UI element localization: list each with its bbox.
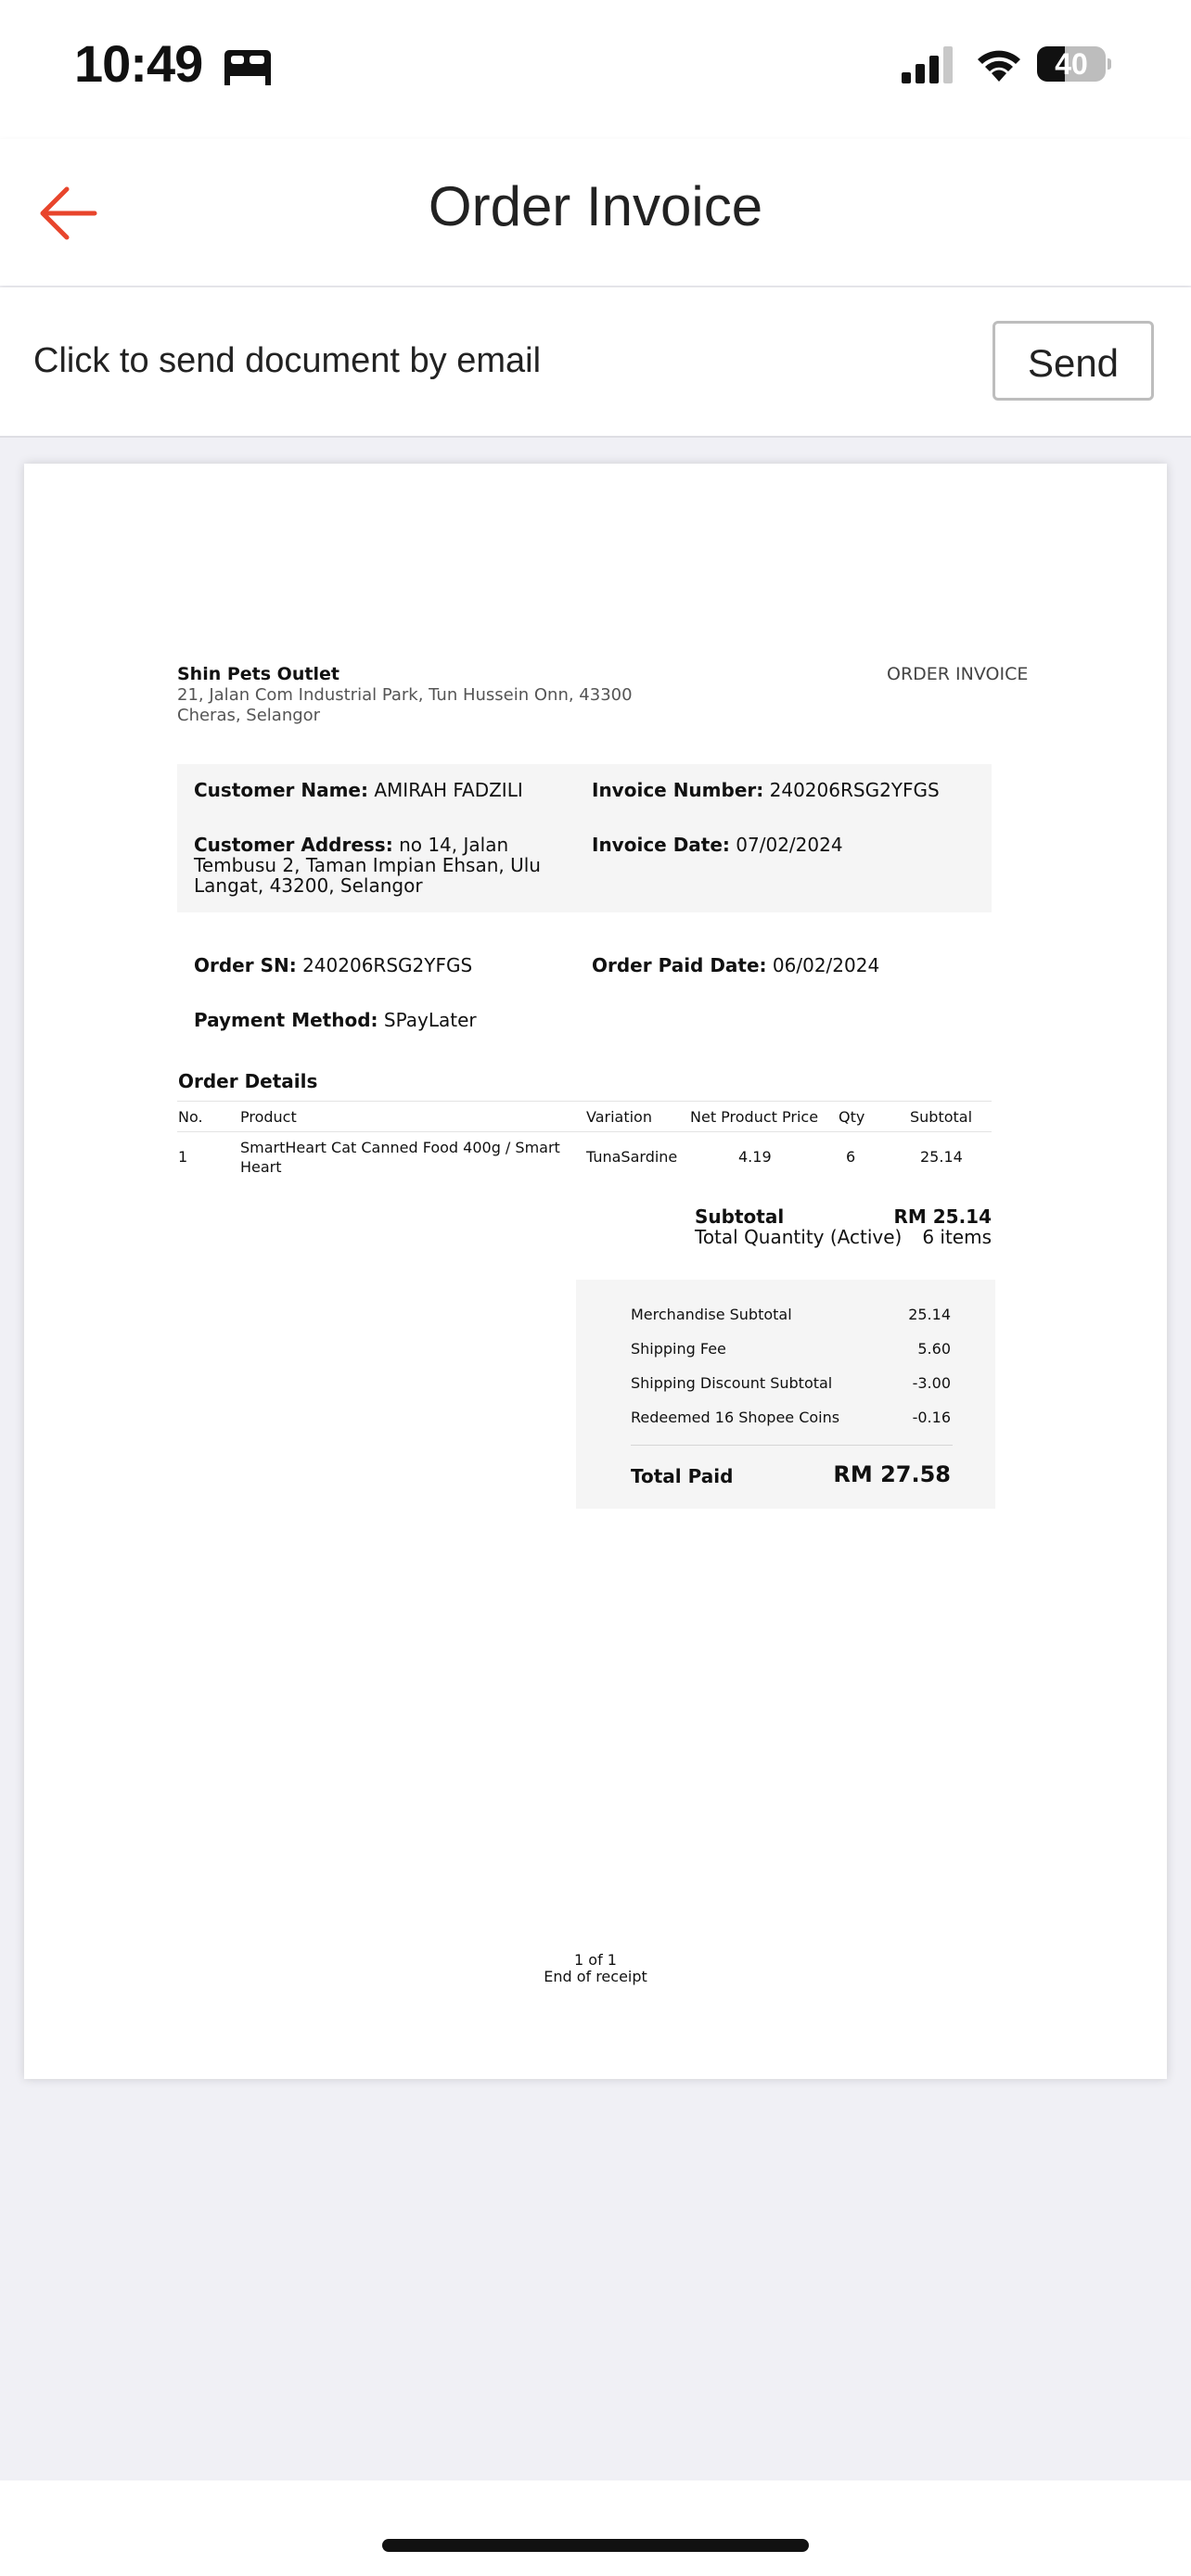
row-qty: 6: [846, 1148, 856, 1166]
status-time: 10:49: [74, 34, 203, 93]
total-quantity-value: 6 items: [922, 1226, 992, 1248]
column-header-qty: Qty: [839, 1108, 865, 1126]
invoice-date-field: Invoice Date: 07/02/2024: [592, 834, 843, 856]
cellular-signal-icon: [902, 46, 957, 83]
fee-label: Shipping Discount Subtotal: [631, 1374, 833, 1392]
summary-divider: [631, 1445, 953, 1446]
invoice-number-field: Invoice Number: 240206RSG2YFGS: [592, 779, 940, 801]
subtotal-label: Subtotal: [695, 1205, 785, 1228]
table-divider: [177, 1101, 992, 1102]
column-header-subtotal: Subtotal: [910, 1108, 973, 1126]
fee-value: 5.60: [917, 1340, 951, 1358]
nav-bar: [0, 139, 1191, 286]
customer-address-field: Customer Address: no 14, Jalan Tembusu 2, Taman Impian Ehsan, Ulu Langat, 43200, Selangor: [194, 834, 541, 897]
fee-value: 25.14: [908, 1306, 951, 1323]
store-address: 21, Jalan Com Industrial Park, Tun Hussein Onn, 43300 Cheras, Selangor: [177, 685, 633, 725]
order-details-title: Order Details: [178, 1070, 318, 1092]
column-header-no: No.: [178, 1108, 203, 1126]
row-price: 4.19: [738, 1148, 772, 1166]
row-product: SmartHeart Cat Canned Food 400g / Smart Heart: [240, 1139, 560, 1176]
fee-label: Merchandise Subtotal: [631, 1306, 792, 1323]
bed-icon: [223, 46, 273, 87]
email-bar: [0, 287, 1191, 438]
status-bar: [0, 0, 1191, 139]
column-header-price: Net Product Price: [690, 1108, 819, 1126]
order-paid-date-field: Order Paid Date: 06/02/2024: [592, 954, 880, 976]
customer-name-field: Customer Name: AMIRAH FADZILI: [194, 779, 523, 801]
fee-label: Redeemed 16 Shopee Coins: [631, 1409, 840, 1426]
total-paid-label: Total Paid: [631, 1465, 734, 1487]
battery-percent: 40: [1055, 47, 1088, 81]
row-variation: TunaSardine: [586, 1148, 678, 1166]
total-paid-value: RM 27.58: [833, 1461, 951, 1487]
order-sn-field: Order SN: 240206RSG2YFGS: [194, 954, 473, 976]
document-type-label: ORDER INVOICE: [887, 664, 1029, 684]
battery-icon: [1037, 46, 1111, 82]
wifi-icon: [974, 45, 1024, 82]
fee-value: -3.00: [912, 1374, 951, 1392]
column-header-product: Product: [240, 1108, 297, 1126]
invoice-document: [24, 464, 1167, 2079]
payment-method-field: Payment Method: SPayLater: [194, 1009, 477, 1031]
send-button[interactable]: Send: [992, 321, 1154, 401]
fee-value: -0.16: [912, 1409, 951, 1426]
page-number: 1 of 1: [574, 1951, 617, 1969]
subtotal-value: RM 25.14: [893, 1205, 992, 1228]
page-title: Order Invoice: [428, 175, 763, 237]
row-no: 1: [178, 1148, 188, 1166]
home-indicator[interactable]: [382, 2539, 809, 2552]
fee-label: Shipping Fee: [631, 1340, 726, 1358]
end-of-receipt: End of receipt: [544, 1968, 647, 1985]
bottom-bar: [0, 2480, 1191, 2576]
store-name: Shin Pets Outlet: [177, 664, 339, 684]
column-header-variation: Variation: [586, 1108, 652, 1126]
row-subtotal: 25.14: [920, 1148, 963, 1166]
table-divider: [177, 1131, 992, 1132]
email-prompt: Click to send document by email: [33, 341, 542, 380]
total-quantity-label: Total Quantity (Active): [695, 1226, 903, 1248]
